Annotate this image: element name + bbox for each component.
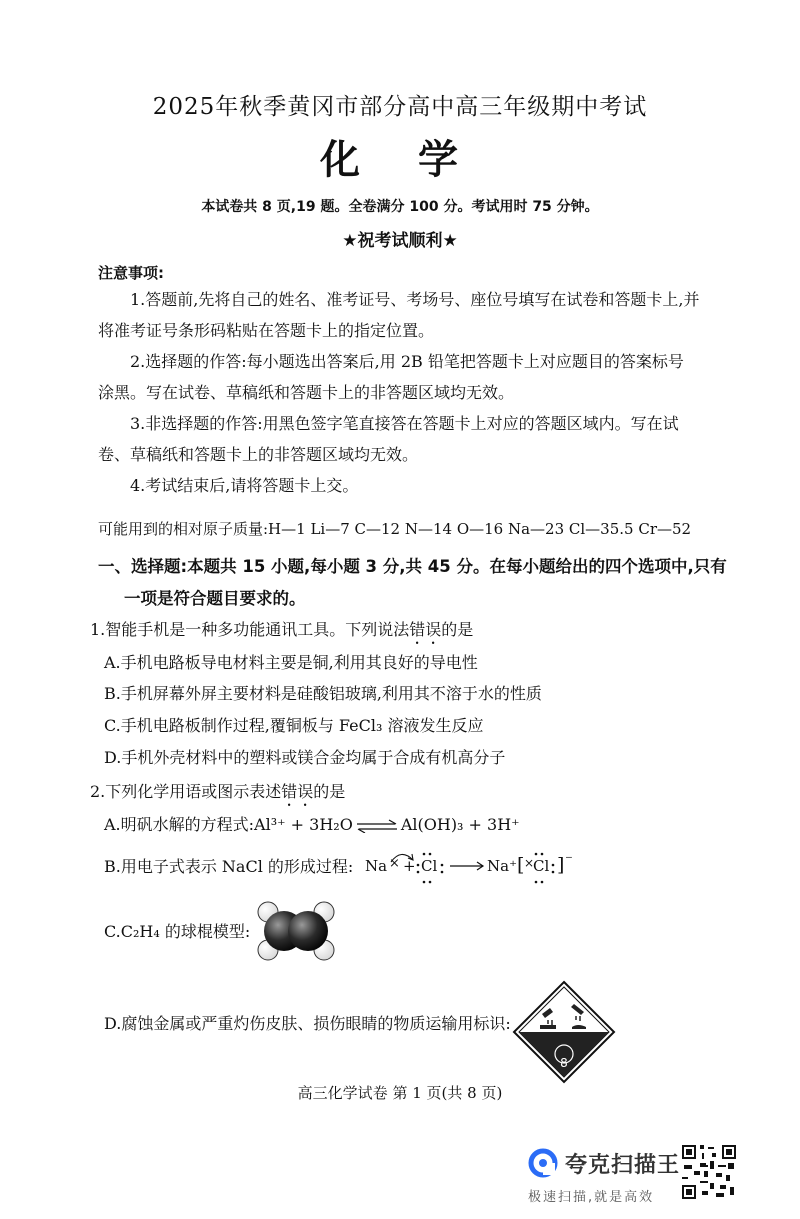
q2-b-label: B.用电子式表示 NaCl 的形成过程: xyxy=(104,857,354,876)
q2-option-a xyxy=(104,815,520,835)
q1-stem xyxy=(90,620,473,648)
blessing: ★祝考试顺利★ xyxy=(342,231,458,251)
q2-stem xyxy=(90,782,345,810)
transferred-electron-x: × xyxy=(524,856,535,870)
q2-option-c: C.C₂H₄ 的球棍模型: xyxy=(104,922,251,941)
q1-option-c: C.手机电路板制作过程,覆铜板与 FeCl₃ 溶液发生反应 xyxy=(104,716,484,735)
cl-ion-electron-dots xyxy=(527,851,557,885)
q1-stem-emphasis: 错误 xyxy=(409,620,442,639)
right-bracket: ] xyxy=(557,854,565,876)
notice-item-3b: 卷、草稿纸和答题卡上的非答题区域均无效。 xyxy=(98,445,419,464)
q2-stem-pre: 2.下列化学用语或图示表述 xyxy=(90,782,282,801)
notice-item-4: 4.考试结束后,请将答题卡上交。 xyxy=(130,476,359,495)
q1-stem-pre: 1.智能手机是一种多功能通讯工具。下列说法 xyxy=(90,620,410,639)
plus-sign: + xyxy=(403,857,416,875)
section-heading-line1: 一、选择题:本题共 15 小题,每小题 3 分,共 45 分。在每小题给出的四个选项中,只有 xyxy=(98,557,727,576)
reaction-arrow-icon xyxy=(449,860,485,872)
cl-ion: Cl xyxy=(533,857,550,875)
q1-option-d: D.手机外壳材料中的塑料或镁合金均属于合成有机高分子 xyxy=(104,748,506,767)
section-heading-line2: 一项是符合题目要求的。 xyxy=(124,589,306,608)
q1-option-a: A.手机电路板导电材料主要是铜,利用其良好的导电性 xyxy=(104,653,478,672)
chloride-charge: ⁻ xyxy=(565,851,573,869)
quark-scanner-logo-icon xyxy=(528,1148,558,1178)
q2-a-reactants: Al³⁺ + 3H₂O xyxy=(254,815,353,834)
notice-item-2a: 2.选择题的作答:每小题选出答案后,用 2B 铅笔把答题卡上对应题目的答案标号 xyxy=(130,352,684,371)
notice-item-1b: 将准考证号条形码粘贴在答题卡上的指定位置。 xyxy=(98,321,435,340)
na-atom: Na xyxy=(365,857,388,875)
hazard-class-number: 8 xyxy=(560,1056,568,1070)
q2-a-products: Al(OH)₃ + 3H⁺ xyxy=(400,815,520,834)
notice-item-1a: 1.答题前,先将自己的姓名、准考证号、考场号、座位号填写在试卷和答题卡上,并 xyxy=(130,290,700,309)
subject-title: 化 学 xyxy=(320,136,480,183)
q2-option-d: D.腐蚀金属或严重灼伤皮肤、损伤眼睛的物质运输用标识: xyxy=(104,1014,511,1033)
na-ion: Na⁺ xyxy=(487,857,517,875)
cl-electron-dots xyxy=(415,851,447,885)
exam-title: 2025年秋季黄冈市部分高中高三年级期中考试 xyxy=(152,94,648,120)
watermark-slogan: 极速扫描,就是高效 xyxy=(528,1190,655,1205)
notice-title: 注意事项: xyxy=(98,264,164,282)
na-electron-x: × xyxy=(389,856,400,871)
q2-option-b xyxy=(104,857,353,877)
atomic-masses: 可能用到的相对原子质量:H—1 Li—7 C—12 N—14 O—16 Na—23 Cl—35.5 Cr—52 xyxy=(98,520,692,538)
notice-item-2b: 涂黑。写在试卷、草稿纸和答题卡上的非答题区域均无效。 xyxy=(98,383,515,402)
qr-code-icon xyxy=(680,1143,738,1201)
q2-stem-post: 的是 xyxy=(313,782,346,801)
q1-stem-post: 的是 xyxy=(441,620,474,639)
page-footer: 高三化学试卷 第 1 页(共 8 页) xyxy=(297,1084,503,1102)
q1-option-b: B.手机屏幕外屏主要材料是硅酸铝玻璃,利用其不溶于水的性质 xyxy=(104,684,542,703)
q2-a-label: A.明矾水解的方程式: xyxy=(104,815,255,834)
reversible-arrow-icon xyxy=(355,819,399,833)
cl-atom: Cl xyxy=(421,857,438,875)
q2-stem-emphasis: 错误 xyxy=(281,782,314,801)
exam-info: 本试卷共 8 页,19 题。全卷满分 100 分。考试用时 75 分钟。 xyxy=(201,199,599,215)
notice-item-3a: 3.非选择题的作答:用黑色签字笔直接答在答题卡上对应的答题区域内。写在试 xyxy=(130,414,679,433)
nacl-electron-formula xyxy=(363,848,593,886)
left-bracket: [ xyxy=(517,854,525,876)
ethylene-ball-stick-model-icon xyxy=(254,898,338,964)
watermark-brand: 夸克扫描王 xyxy=(565,1153,681,1178)
